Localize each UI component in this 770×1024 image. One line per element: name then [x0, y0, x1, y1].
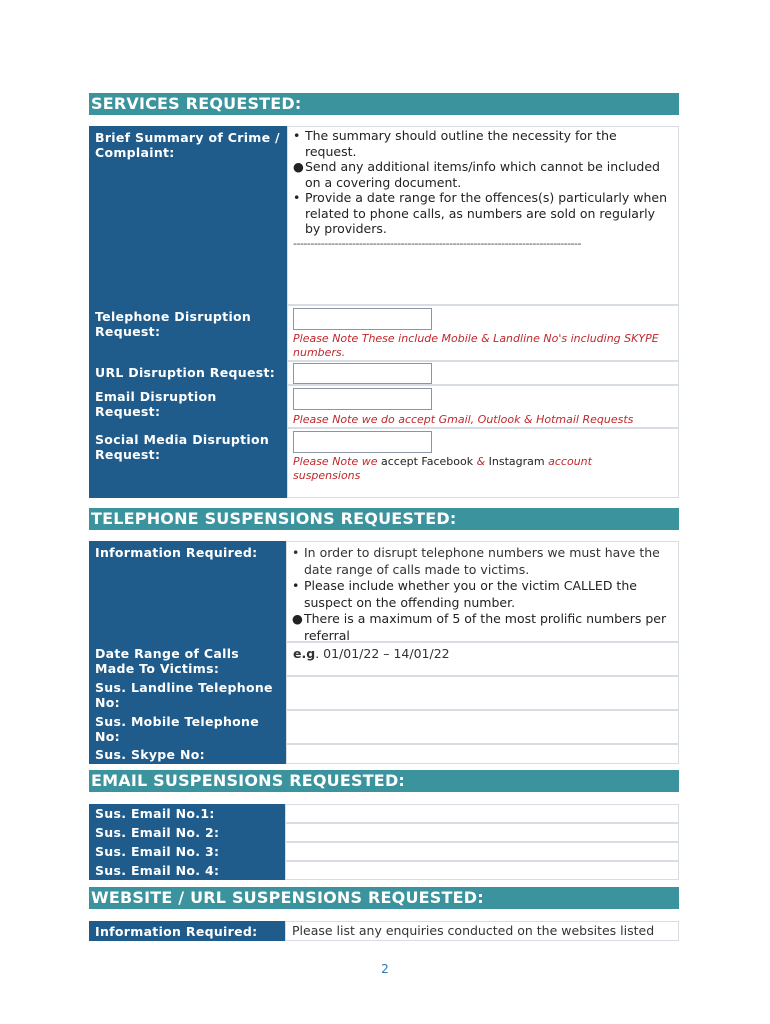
telephone-disruption-input[interactable]	[293, 308, 432, 330]
email-row-label: Sus. Email No. 3:	[89, 842, 285, 861]
social-note: Please Note we accept Facebook & Instagram account suspensions	[293, 455, 592, 482]
date-range-cell[interactable]: e.g. 01/01/22 – 14/01/22	[286, 642, 679, 676]
email-row-label: Sus. Email No. 4:	[89, 861, 285, 880]
telephone-note: Please Note These include Mobile & Landline No's including SKYPE numbers.	[293, 332, 659, 359]
url-disruption-label: URL Disruption Request:	[89, 361, 287, 385]
telephone-info-cell	[286, 541, 679, 642]
email-row-cell[interactable]	[285, 842, 679, 861]
summary-bullet: • Provide a date range for the offences(s) particularly when related to phone calls, as numbers are sold on regularly by providers.	[293, 190, 668, 236]
landline-cell[interactable]	[286, 676, 679, 710]
telephone-bullet: • In order to disrupt telephone numbers we must have the date range of calls made to victims.	[292, 545, 660, 577]
date-range-label: Date Range of Calls Made To Victims:	[89, 642, 286, 676]
email-disruption-input[interactable]	[293, 388, 432, 410]
mobile-label: Sus. Mobile Telephone No:	[89, 710, 286, 744]
email-header: EMAIL SUSPENSIONS REQUESTED:	[89, 770, 679, 792]
website-info-cell: Please list any enquiries conducted on the websites listed	[285, 921, 679, 941]
summary-bullet-list	[293, 128, 672, 237]
telephone-info-label: Information Required:	[89, 541, 286, 642]
email-note: Please Note we do accept Gmail, Outlook & Hotmail Requests	[293, 413, 634, 426]
page-number: 2	[381, 962, 389, 976]
telephone-disruption-label: Telephone Disruption Request:	[89, 305, 287, 361]
telephone-bullet-list	[292, 545, 672, 644]
social-disruption-input[interactable]	[293, 431, 432, 453]
email-row-cell[interactable]	[285, 823, 679, 842]
website-info-label: Information Required:	[89, 921, 285, 941]
telephone-header: TELEPHONE SUSPENSIONS REQUESTED:	[89, 508, 679, 530]
summary-bullet: ● Send any additional items/info which cannot be included on a covering document.	[293, 159, 660, 190]
email-row-label: Sus. Email No.1:	[89, 804, 285, 823]
email-row-label: Sus. Email No. 2:	[89, 823, 285, 842]
email-row-cell[interactable]	[285, 804, 679, 823]
summary-cell[interactable]	[287, 126, 679, 305]
website-header: WEBSITE / URL SUSPENSIONS REQUESTED:	[89, 887, 679, 909]
mobile-cell[interactable]	[286, 710, 679, 744]
services-header: SERVICES REQUESTED:	[89, 93, 679, 115]
url-disruption-input[interactable]	[293, 363, 432, 384]
landline-label: Sus. Landline Telephone No:	[89, 676, 286, 710]
email-disruption-label: Email Disruption Request:	[89, 385, 287, 428]
telephone-bullet: • Please include whether you or the victim CALLED the suspect on the offending number.	[292, 578, 637, 610]
skype-label: Sus. Skype No:	[89, 744, 286, 764]
social-disruption-label: Social Media Disruption Request:	[89, 428, 287, 498]
skype-cell[interactable]	[286, 744, 679, 764]
dash-divider: -----------------------------------------------------------------------------------	[293, 236, 581, 250]
email-row-cell[interactable]	[285, 861, 679, 880]
telephone-bullet: ● There is a maximum of 5 of the most prolific numbers per referral	[292, 611, 667, 643]
summary-label: Brief Summary of Crime / Complaint:	[89, 126, 287, 305]
summary-bullet: • The summary should outline the necessity for the request.	[293, 128, 617, 159]
